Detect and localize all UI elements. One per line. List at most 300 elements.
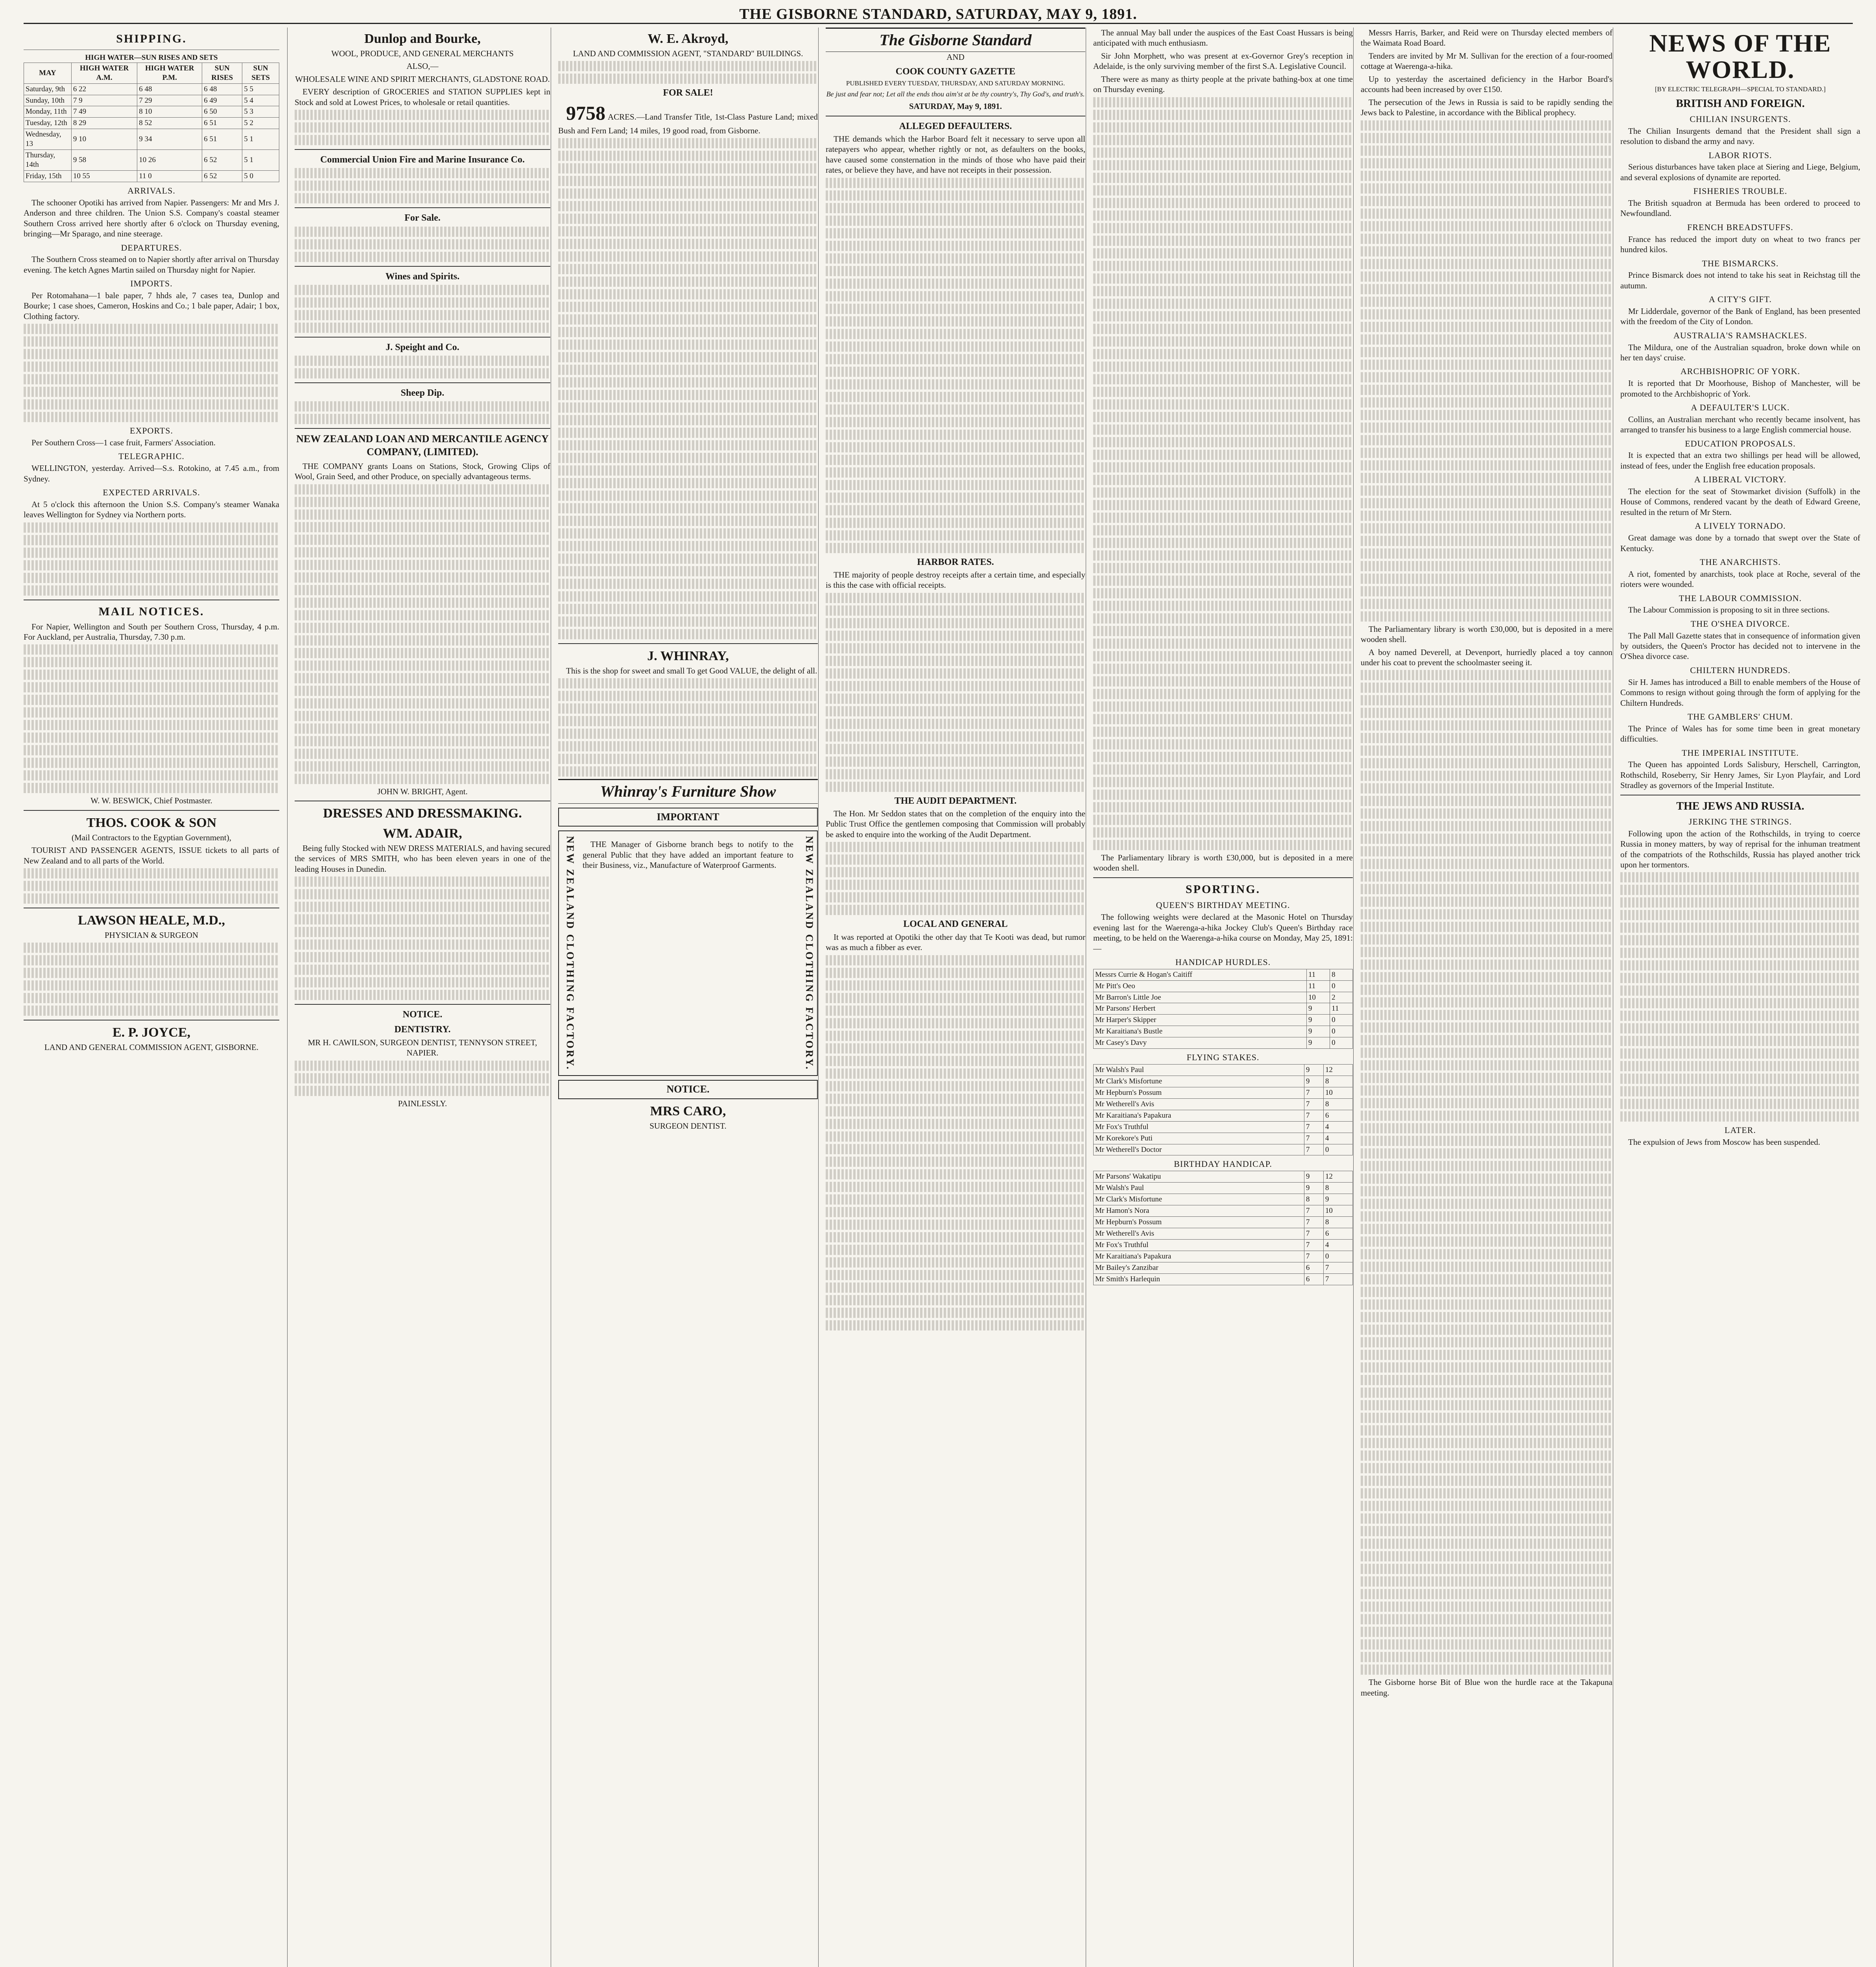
masthead: THE GISBORNE STANDARD, SATURDAY, MAY 9, 1891. xyxy=(24,6,1853,24)
tide-cell: 6 48 xyxy=(202,83,242,95)
paper-publication: PUBLISHED EVERY TUESDAY, THURSDAY, AND SATURDAY MORNING. xyxy=(846,79,1065,87)
whinray-verse xyxy=(558,678,818,777)
handicap-row-cell: 0 xyxy=(1330,1015,1353,1026)
news-item-heading: EDUCATION PROPOSALS. xyxy=(1685,438,1796,448)
tide-header-cell: MAY xyxy=(24,63,72,83)
news-item-heading: A DEFAULTER'S LUCK. xyxy=(1691,402,1790,413)
column-editorial xyxy=(818,28,1092,1967)
tide-cell: 6 51 xyxy=(202,129,242,150)
handicap-row-cell: Mr Pitt's Oeo xyxy=(1094,980,1307,992)
flying-row-cell: 7 xyxy=(1304,1133,1323,1144)
tide-cell: 5 0 xyxy=(242,171,279,182)
lawson-heading: LAWSON HEALE, M.D., xyxy=(77,913,225,928)
local-para-3: There were as many as thirty people at the private bathing-box at one time on Thursday evening. xyxy=(1093,74,1353,94)
nz-loan-continued xyxy=(295,484,550,784)
handicap-row xyxy=(1094,1003,1353,1015)
commercial-union-heading: Commercial Union Fire and Marine Insurance Co. xyxy=(320,155,525,165)
tide-cell: Friday, 15th xyxy=(24,171,72,182)
birthday-row xyxy=(1094,1216,1353,1228)
news-item-heading: THE ANARCHISTS. xyxy=(1700,557,1781,567)
tide-header-cell: HIGH WATER P.M. xyxy=(137,63,202,83)
local-para-1: The annual May ball under the auspices of the East Coast Hussars is being anticipated with much enthusiasm. xyxy=(1093,28,1353,48)
clothing-factory-right: NEW ZEALAND CLOTHING FACTORY. xyxy=(804,836,815,1071)
cook-heading: THOS. COOK & SON xyxy=(86,815,217,830)
lot-description: ACRES.—Land Transfer Title, 1st-Class Pasture Land; mixed Bush and Fern Land; 14 miles, 19 good road, from Gisborne. xyxy=(558,112,818,135)
meeting-heading: QUEEN'S BIRTHDAY MEETING. xyxy=(1156,900,1290,910)
editorial-para-1: THE demands which the Harbor Board felt it necessary to serve upon all ratepayers who appear, whether rightly or not, as defaulters on the books, have caused some consternation in the minds of those who have paid their rates, or believe they have, and have not receipts in their possession. xyxy=(826,134,1085,175)
shipping-heading: SHIPPING. xyxy=(116,32,187,45)
handicap-row xyxy=(1094,1026,1353,1037)
news-item-heading: AUSTRALIA'S RAMSHACKLES. xyxy=(1673,330,1807,340)
arrivals-text: The schooner Opotiki has arrived from Napier. Passengers: Mr and Mrs J. Anderson and three children. The Union S.S. Company's coastal steamer Southern Cross arrived here shortly after 6 o'clock on Thursday evening, bringing—Mr Sparago, and nine steerage. xyxy=(24,197,279,239)
important-banner: IMPORTANT xyxy=(558,808,818,827)
birthday-row-cell: Mr Hepburn's Possum xyxy=(1094,1216,1304,1228)
wines-heading: Wines and Spirits. xyxy=(385,271,460,282)
birthday-row-cell: Mr Karaitiana's Papakura xyxy=(1094,1251,1304,1262)
tide-cell: 7 9 xyxy=(71,95,137,106)
editorial-continued-4 xyxy=(826,955,1085,1330)
telegraph-note: [BY ELECTRIC TELEGRAPH—SPECIAL TO STANDARD.] xyxy=(1655,85,1826,93)
birthday-row xyxy=(1094,1228,1353,1239)
mail-text: For Napier, Wellington and South per Southern Cross, Thursday, 4 p.m. For Auckland, per Australia, Thursday, 7.30 p.m. xyxy=(24,622,279,642)
cook-body: TOURIST AND PASSENGER AGENTS, ISSUE tickets to all parts of New Zealand and to all parts of the World. xyxy=(24,845,279,865)
wines-body xyxy=(295,285,550,333)
tide-cell: 7 29 xyxy=(137,95,202,106)
telegraphic-text: WELLINGTON, yesterday. Arrived—S.s. Rotokino, at 7.45 a.m., from Sydney. xyxy=(24,463,279,483)
tide-cell: 6 52 xyxy=(202,150,242,171)
expected-heading: EXPECTED ARRIVALS. xyxy=(103,487,200,498)
cook-continued xyxy=(24,868,279,904)
news-item-heading: THE O'SHEA DIVORCE. xyxy=(1690,618,1790,629)
handicap-row-cell: Mr Barron's Little Joe xyxy=(1094,992,1307,1003)
local-para-2: Sir John Morphett, who was present at ex-Governor Grey's reception in Adelaide, is the only surviving member of the first S.A. Legislative Council. xyxy=(1093,51,1353,71)
for-sale-body xyxy=(295,227,550,262)
flying-row-cell: Mr Korekore's Puti xyxy=(1094,1133,1304,1144)
general-para-3: Up to yesterday the ascertained deficiency in the Harbor Board's accounts had been increased by over £150. xyxy=(1361,74,1612,94)
column-general xyxy=(1353,28,1620,1967)
adair-body: Being fully Stocked with NEW DRESS MATERIALS, and having secured the services of MRS SMITH, who has been eleven years in one of the leading Houses in Dunedin. xyxy=(295,843,550,874)
tide-header-cell: SUN RISES xyxy=(202,63,242,83)
column-local-sporting xyxy=(1086,28,1360,1967)
news-item-body: Sir H. James has introduced a Bill to enable members of the House of Commons to resign without going through the form of applying for the Chiltern Hundreds. xyxy=(1620,677,1860,708)
news-item-heading: THE LABOUR COMMISSION. xyxy=(1679,593,1802,603)
tide-cell: Monday, 11th xyxy=(24,106,72,118)
news-item-body: The Prince of Wales has for some time been in great monetary difficulties. xyxy=(1620,723,1860,744)
jews-russia-heading: THE JEWS AND RUSSIA. xyxy=(1676,800,1804,812)
birthday-row xyxy=(1094,1205,1353,1216)
sporting-heading: SPORTING. xyxy=(1185,882,1261,896)
arrivals-heading: ARRIVALS. xyxy=(127,186,175,196)
flying-row-cell: 4 xyxy=(1323,1133,1352,1144)
news-item-body: The election for the seat of Stowmarket division (Suffolk) in the House of Commons, rendered vacant by the death of Edward Greene, resulted in the return of Mr Stern. xyxy=(1620,487,1860,517)
notice-heading: NOTICE. xyxy=(402,1009,443,1020)
birthday-row xyxy=(1094,1251,1353,1262)
paper-gazette: COOK COUNTY GAZETTE xyxy=(895,66,1016,77)
news-item-heading: FISHERIES TROUBLE. xyxy=(1693,186,1787,196)
flying-row-cell: Mr Karaitiana's Papakura xyxy=(1094,1110,1304,1121)
furniture-show-heading: Whinray's Furniture Show xyxy=(558,779,818,803)
telegraphic-heading: TELEGRAPHIC. xyxy=(118,451,184,461)
birthday-row-cell: 10 xyxy=(1323,1205,1352,1216)
imports-continued xyxy=(24,324,279,422)
handicap-row-cell: 10 xyxy=(1306,992,1330,1003)
news-item-body: Collins, an Australian merchant who recently became insolvent, has arranged to transfer his business to a large English commercial house. xyxy=(1620,414,1860,435)
birthday-heading: BIRTHDAY HANDICAP. xyxy=(1174,1159,1272,1169)
paper-motto: Be just and fear not; Let all the ends thou aim'st at be thy country's, Thy God's, and truth's. xyxy=(826,90,1085,98)
local-continued-1 xyxy=(1093,97,1353,850)
flying-row xyxy=(1094,1087,1353,1098)
birthday-row xyxy=(1094,1273,1353,1285)
news-item-body: It is expected that an extra two shillings per head will be allowed, instead of fees, under the English free education proposals. xyxy=(1620,450,1860,471)
birthday-row-cell: 7 xyxy=(1323,1273,1352,1285)
news-item-body: The British squadron at Bermuda has been ordered to proceed to Newfoundland. xyxy=(1620,198,1860,218)
tide-cell: 10 55 xyxy=(71,171,137,182)
akroyd-subtitle: LAND AND COMMISSION AGENT, "STANDARD" BUILDINGS. xyxy=(573,48,803,58)
flying-row-cell: Mr Walsh's Paul xyxy=(1094,1064,1304,1076)
flying-row-cell: 8 xyxy=(1323,1076,1352,1087)
tide-cell: 5 1 xyxy=(242,129,279,150)
column-akroyd xyxy=(551,28,825,1967)
flying-heading: FLYING STAKES. xyxy=(1186,1052,1260,1063)
tide-cell: 5 5 xyxy=(242,83,279,95)
flying-row-cell: 10 xyxy=(1323,1087,1352,1098)
news-item-body: A riot, fomented by anarchists, took place at Roche, several of the rioters were wounded. xyxy=(1620,569,1860,589)
editorial-continued-2 xyxy=(826,593,1085,792)
cook-subtitle: (Mail Contractors to the Egyptian Government), xyxy=(72,832,231,842)
dunlop-body: EVERY description of GROCERIES and STATION SUPPLIES kept in Stock and sold at Lowest Prices, to wholesale or retail quantities. xyxy=(295,87,550,107)
flying-row-cell: 4 xyxy=(1323,1121,1352,1133)
flying-row-cell: 7 xyxy=(1304,1098,1323,1110)
tide-row xyxy=(24,129,279,150)
flying-row-cell: Mr Wetherell's Avis xyxy=(1094,1098,1304,1110)
tide-cell: 5 3 xyxy=(242,106,279,118)
flying-row xyxy=(1094,1076,1353,1087)
dentist-name: MR H. CAWILSON, SURGEON DENTIST, TENNYSON STREET, NAPIER. xyxy=(308,1037,537,1058)
departures-heading: DEPARTURES. xyxy=(121,242,182,253)
news-item-body: The Queen has appointed Lords Salisbury, Herschell, Carrington, Rothschild, Roseberry, Sir Henry James, Sir Lyon Playfair, and Lord Stradley as governors of the Imperial Institute. xyxy=(1620,760,1860,790)
tide-cell: 9 10 xyxy=(71,129,137,150)
birthday-row-cell: 8 xyxy=(1323,1216,1352,1228)
birthday-row-cell: Mr Fox's Truthful xyxy=(1094,1239,1304,1251)
nz-loan-body: THE COMPANY grants Loans on Stations, Stock, Growing Clips of Wool, Grain Seed, and other Produce, on specially advantageous terms. xyxy=(295,461,550,482)
flying-row-cell: 8 xyxy=(1323,1098,1352,1110)
editorial-heading-2: HARBOR RATES. xyxy=(917,557,994,567)
dresses-heading: DRESSES AND DRESSMAKING. xyxy=(323,806,522,821)
tide-row xyxy=(24,95,279,106)
tide-cell: 6 51 xyxy=(202,118,242,129)
column-shipping xyxy=(24,28,286,1967)
akroyd-heading: W. E. Akroyd, xyxy=(647,31,729,46)
news-item-body: The Chilian Insurgents demand that the President shall sign a resolution to disband the army and navy. xyxy=(1620,126,1860,146)
flying-row-cell: 7 xyxy=(1304,1087,1323,1098)
handicap-row-cell: Messrs Currie & Hogan's Caitiff xyxy=(1094,969,1307,980)
tide-row xyxy=(24,171,279,182)
mail-continued xyxy=(24,644,279,793)
exports-text: Per Southern Cross—1 case fruit, Farmers' Association. xyxy=(31,438,216,447)
flying-row-cell: 7 xyxy=(1304,1144,1323,1155)
flying-row-cell: 12 xyxy=(1323,1064,1352,1076)
tide-cell: Wednesday, 13 xyxy=(24,129,72,150)
general-para-7: The Gisborne horse Bit of Blue won the hurdle race at the Takapuna meeting. xyxy=(1361,1677,1612,1698)
caro-heading: MRS CARO, xyxy=(650,1104,726,1119)
general-continued-2 xyxy=(1361,670,1612,1675)
adair-continued xyxy=(295,876,550,1000)
birthday-row-cell: Mr Bailey's Zanzibar xyxy=(1094,1262,1304,1273)
dentist-body xyxy=(295,1061,550,1096)
clothing-factory-left: NEW ZEALAND CLOTHING FACTORY. xyxy=(564,836,576,1071)
handicap-row xyxy=(1094,969,1353,980)
birthday-table xyxy=(1093,1171,1353,1285)
birthday-row xyxy=(1094,1194,1353,1205)
paper-date: SATURDAY, May 9, 1891. xyxy=(909,101,1002,111)
jews-russia-continued xyxy=(1620,872,1860,1122)
handicap-row-cell: 0 xyxy=(1330,1026,1353,1037)
tide-cell: Saturday, 9th xyxy=(24,83,72,95)
handicap-row-cell: Mr Casey's Davy xyxy=(1094,1037,1307,1049)
editorial-para-3: The Hon. Mr Seddon states that on the completion of the enquiry into the Public Trust Office the gentlemen composing that Commission will probably be asked to enquire into the working of the Audit Department. xyxy=(826,809,1085,839)
akroyd-for-sale: FOR SALE! xyxy=(663,88,713,98)
lawson-body xyxy=(24,943,279,1016)
birthday-row xyxy=(1094,1262,1353,1273)
tide-cell: 9 34 xyxy=(137,129,202,150)
joyce-heading: E. P. JOYCE, xyxy=(112,1025,191,1040)
expected-continued xyxy=(24,522,279,596)
flying-row-cell: 9 xyxy=(1304,1064,1323,1076)
handicap-row-cell: 2 xyxy=(1330,992,1353,1003)
flying-row-cell: 7 xyxy=(1304,1110,1323,1121)
handicap-row-cell: 11 xyxy=(1330,1003,1353,1015)
clothing-factory-ad xyxy=(558,830,818,1076)
birthday-row-cell: 8 xyxy=(1304,1194,1323,1205)
flying-row xyxy=(1094,1121,1353,1133)
tide-cell: 5 4 xyxy=(242,95,279,106)
handicap-heading: HANDICAP HURDLES. xyxy=(1175,957,1271,967)
clothing-factory-body: THE Manager of Gisborne branch begs to notify to the general Public that they have added an important feature to their Business, viz., Manufacture of Waterproof Garments. xyxy=(583,840,793,870)
birthday-row-cell: 7 xyxy=(1304,1228,1323,1239)
news-item-body: Great damage was done by a tornado that swept over the State of Kentucky. xyxy=(1620,533,1860,553)
editorial-heading-1: ALLEGED DEFAULTERS. xyxy=(899,121,1012,131)
tide-table xyxy=(24,63,279,182)
flying-row xyxy=(1094,1144,1353,1155)
exports-heading: EXPORTS. xyxy=(130,426,173,436)
news-item-body: France has reduced the import duty on wheat to two francs per hundred kilos. xyxy=(1620,234,1860,255)
dentistry-heading: DENTISTRY. xyxy=(394,1024,451,1035)
editorial-continued-1 xyxy=(826,178,1085,553)
news-item-body: Mr Lidderdale, governor of the Bank of England, has been presented with the freedom of the City of London. xyxy=(1620,306,1860,327)
notice-banner: NOTICE. xyxy=(558,1080,818,1099)
expected-text: At 5 o'clock this afternoon the Union S.S. Company's steamer Wanaka leaves Wellington for Sydney via Northern ports. xyxy=(24,499,279,520)
handicap-row-cell: 11 xyxy=(1306,969,1330,980)
whinray-heading: J. WHINRAY, xyxy=(647,648,729,663)
imports-heading: IMPORTS. xyxy=(130,279,173,289)
tide-row xyxy=(24,83,279,95)
later-heading: LATER. xyxy=(1725,1125,1756,1135)
later-body: The expulsion of Jews from Moscow has been suspended. xyxy=(1628,1137,1821,1147)
tide-cell: 8 10 xyxy=(137,106,202,118)
birthday-row-cell: 9 xyxy=(1304,1183,1323,1194)
tide-row xyxy=(24,106,279,118)
tide-cell: 6 49 xyxy=(202,95,242,106)
birthday-row-cell: 6 xyxy=(1304,1273,1323,1285)
flying-row-cell: 0 xyxy=(1323,1144,1352,1155)
editorial-heading-4: LOCAL AND GENERAL xyxy=(903,919,1008,930)
news-item-heading: A LIVELY TORNADO. xyxy=(1695,521,1786,531)
birthday-row xyxy=(1094,1171,1353,1183)
tide-cell: Tuesday, 12th xyxy=(24,118,72,129)
news-item-heading: ARCHBISHOPRIC OF YORK. xyxy=(1680,366,1800,376)
tide-header-cell: HIGH WATER A.M. xyxy=(71,63,137,83)
news-of-world-heading: NEWS OF THE WORLD. xyxy=(1649,29,1832,84)
tide-cell: 7 49 xyxy=(71,106,137,118)
birthday-row-cell: 6 xyxy=(1304,1262,1323,1273)
column-world-news xyxy=(1613,28,1860,1967)
flying-row xyxy=(1094,1064,1353,1076)
imports-text: Per Rotomahana—1 bale paper, 7 hhds ale, 7 cases tea, Dunlop and Bourke; 1 case shoes, Cameron, Hoskins and Co.; 1 bale paper, Adair; 1 box, Clothing factory. xyxy=(24,290,279,321)
handicap-row-cell: 0 xyxy=(1330,980,1353,992)
news-item-body: Prince Bismarck does not intend to take his seat in Reichstag till the autumn. xyxy=(1620,270,1860,290)
news-item-heading: CHILIAN INSURGENTS. xyxy=(1690,114,1791,124)
tide-cell: 10 26 xyxy=(137,150,202,171)
tide-cell: 8 29 xyxy=(71,118,137,129)
handicap-row-cell: Mr Harper's Skipper xyxy=(1094,1015,1307,1026)
dunlop-subtitle: WOOL, PRODUCE, AND GENERAL MERCHANTS xyxy=(331,48,514,58)
whinray-body: This is the shop for sweet and small To get Good VALUE, the delight of all. xyxy=(566,666,817,675)
departures-text: The Southern Cross steamed on to Napier shortly after arrival on Thursday evening. The ketch Agnes Martin sailed on Thursday night for Napier. xyxy=(24,255,279,275)
birthday-row-cell: Mr Parsons' Wakatipu xyxy=(1094,1171,1304,1183)
flying-table xyxy=(1093,1064,1353,1156)
tide-cell: 9 58 xyxy=(71,150,137,171)
tide-cell: 6 52 xyxy=(202,171,242,182)
flying-row-cell: Mr Wetherell's Doctor xyxy=(1094,1144,1304,1155)
tide-header-cell: SUN SETS xyxy=(242,63,279,83)
birthday-row-cell: Mr Walsh's Paul xyxy=(1094,1183,1304,1194)
local-para-4: The Parliamentary library is worth £30,000, but is deposited in a mere wooden shell. xyxy=(1093,852,1353,873)
tide-heading: HIGH WATER—SUN RISES AND SETS xyxy=(85,53,218,62)
handicap-row xyxy=(1094,980,1353,992)
dunlop-heading: Dunlop and Bourke, xyxy=(364,31,481,46)
flying-row xyxy=(1094,1110,1353,1121)
birthday-row-cell: 9 xyxy=(1323,1194,1352,1205)
news-item-body: The Mildura, one of the Australian squadron, broke down while on her ten days' cruise. xyxy=(1620,342,1860,362)
handicap-row-cell: 9 xyxy=(1306,1015,1330,1026)
news-item-body: The Pall Mall Gazette states that in consequence of information given by outsiders, the Queen's Proctor has decided not to intervene in the O'Shea divorce case. xyxy=(1620,631,1860,661)
general-para-5: The Parliamentary library is worth £30,000, but is deposited in a mere wooden shell. xyxy=(1361,624,1612,644)
birthday-row-cell: Mr Clark's Misfortune xyxy=(1094,1194,1304,1205)
news-item-heading: A CITY'S GIFT. xyxy=(1709,294,1772,304)
flying-row-cell: Mr Hepburn's Possum xyxy=(1094,1087,1304,1098)
general-para-4: The persecution of the Jews in Russia is said to be rapidly sending the Jews back to Palestine, in accordance with the Biblical prophecy. xyxy=(1361,97,1612,118)
news-item-heading: THE BISMARCKS. xyxy=(1702,258,1779,268)
tide-cell: Thursday, 14th xyxy=(24,150,72,171)
paper-title: The Gisborne Standard xyxy=(826,28,1085,52)
joyce-subtitle: LAND AND GENERAL COMMISSION AGENT, GISBORNE. xyxy=(44,1043,259,1052)
news-item-heading: LABOR RIOTS. xyxy=(1708,150,1772,160)
handicap-row-cell: 11 xyxy=(1306,980,1330,992)
adair-heading: WM. ADAIR, xyxy=(383,826,462,841)
mail-signature: W. W. BESWICK, Chief Postmaster. xyxy=(90,796,212,806)
tide-cell: 6 48 xyxy=(137,83,202,95)
tide-cell: 6 22 xyxy=(71,83,137,95)
flying-row-cell: 6 xyxy=(1323,1110,1352,1121)
tide-cell: 8 52 xyxy=(137,118,202,129)
news-item-heading: THE GAMBLERS' CHUM. xyxy=(1687,711,1793,721)
flying-row-cell: 9 xyxy=(1304,1076,1323,1087)
general-para-1: Messrs Harris, Barker, and Reid were on Thursday elected members of the Waimata Road Board. xyxy=(1361,28,1612,48)
column-dunlop-bourke xyxy=(287,28,557,1967)
birthday-row-cell: 7 xyxy=(1304,1216,1323,1228)
speight-heading: J. Speight and Co. xyxy=(386,342,459,352)
british-foreign-heading: BRITISH AND FOREIGN. xyxy=(1676,97,1805,110)
general-para-2: Tenders are invited by Mr M. Sullivan for the erection of a four-roomed cottage at Waerenga-a-hika. xyxy=(1361,51,1612,71)
birthday-row-cell: 8 xyxy=(1323,1183,1352,1194)
tide-cell: 5 1 xyxy=(242,150,279,171)
tide-row xyxy=(24,118,279,129)
editorial-heading-3: THE AUDIT DEPARTMENT. xyxy=(894,795,1017,806)
general-continued-1 xyxy=(1361,120,1612,622)
weights-intro: The following weights were declared at the Masonic Hotel on Thursday evening last for the Waerenga-a-hika Jockey Club's Queen's Birthday race meeting, to be held on the Waerenga-a-hika course on Monday, May 25, 1891:— xyxy=(1093,912,1353,953)
birthday-row-cell: 7 xyxy=(1304,1239,1323,1251)
birthday-row-cell: 7 xyxy=(1304,1205,1323,1216)
flying-row-cell: 7 xyxy=(1304,1121,1323,1133)
editorial-para-4: It was reported at Opotiki the other day that Te Kooti was dead, but rumor was as much a fibber as ever. xyxy=(826,932,1085,952)
news-item-body: The Labour Commission is proposing to sit in three sections. xyxy=(1628,605,1830,615)
news-items xyxy=(1620,114,1860,791)
sheep-dip-heading: Sheep Dip. xyxy=(400,388,445,399)
painless-text: PAINLESSLY. xyxy=(398,1098,447,1108)
news-item-heading: A LIBERAL VICTORY. xyxy=(1694,474,1787,485)
birthday-row-cell: 6 xyxy=(1323,1228,1352,1239)
news-item-body: Serious disturbances have taken place at Siering and Liege, Belgium, and several explosions of dynamite are reported. xyxy=(1620,162,1860,182)
nz-loan-heading: NEW ZEALAND LOAN AND MERCANTILE AGENCY COMPANY, (LIMITED). xyxy=(296,433,549,458)
dunlop-continued xyxy=(295,110,550,145)
birthday-row-cell: 0 xyxy=(1323,1251,1352,1262)
handicap-row-cell: 9 xyxy=(1306,1037,1330,1049)
caro-subtitle: SURGEON DENTIST. xyxy=(649,1121,727,1131)
flying-row-cell: Mr Clark's Misfortune xyxy=(1094,1076,1304,1087)
birthday-row-cell: 12 xyxy=(1323,1171,1352,1183)
handicap-row-cell: 9 xyxy=(1306,1003,1330,1015)
lawson-subtitle: PHYSICIAN & SURGEON xyxy=(104,930,199,940)
news-item-heading: THE IMPERIAL INSTITUTE. xyxy=(1682,747,1799,758)
birthday-row-cell: Mr Hamon's Nora xyxy=(1094,1205,1304,1216)
mail-heading: MAIL NOTICES. xyxy=(98,605,205,618)
handicap-row-cell: Mr Karaitiana's Bustle xyxy=(1094,1026,1307,1037)
speight-body xyxy=(295,356,550,378)
birthday-row-cell: Mr Wetherell's Avis xyxy=(1094,1228,1304,1239)
handicap-row-cell: 8 xyxy=(1330,969,1353,980)
birthday-row xyxy=(1094,1239,1353,1251)
handicap-table xyxy=(1093,969,1353,1049)
sheep-dip-body xyxy=(295,401,550,424)
paper-and: AND xyxy=(946,52,965,62)
flying-row xyxy=(1094,1133,1353,1144)
tide-cell: Sunday, 10th xyxy=(24,95,72,106)
tide-cell: 5 2 xyxy=(242,118,279,129)
news-item-heading: CHILTERN HUNDREDS. xyxy=(1690,665,1791,675)
editorial-para-2: THE majority of people destroy receipts after a certain time, and especially is this the case with official receipts. xyxy=(826,570,1085,590)
birthday-row-cell: 9 xyxy=(1304,1171,1323,1183)
dunlop-wholesale: WHOLESALE WINE AND SPIRIT MERCHANTS, GLADSTONE ROAD. xyxy=(295,74,550,84)
news-item-body: It is reported that Dr Moorhouse, Bishop of Manchester, will be promoted to the Archbishopric of York. xyxy=(1620,378,1860,399)
birthday-row xyxy=(1094,1183,1353,1194)
tide-row xyxy=(24,150,279,171)
tide-cell: 11 0 xyxy=(137,171,202,182)
agent-signature: JOHN W. BRIGHT, Agent. xyxy=(377,786,468,796)
commercial-body xyxy=(295,168,550,203)
birthday-row-cell: 4 xyxy=(1323,1239,1352,1251)
for-sale-heading: For Sale. xyxy=(404,213,441,223)
dunlop-also: ALSO,— xyxy=(406,61,439,71)
